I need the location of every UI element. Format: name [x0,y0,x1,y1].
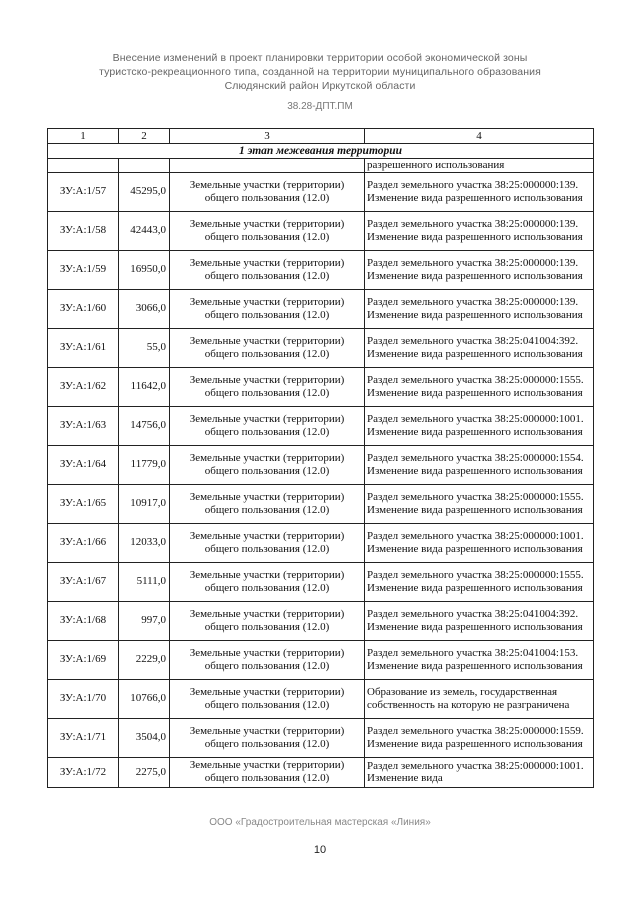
stage-label: 1 этап межевания территории [48,144,594,159]
plot-use-cell: Земельные участки (территории) общего пользования (12.0) [170,484,365,523]
plot-description-cell: Раздел земельного участка 38:25:000000:1554. Изменение вида разрешенного использования [365,445,594,484]
plot-id-cell: ЗУ:А:1/63 [48,406,119,445]
header-line-1: Внесение изменений в проект планировки территории особой экономической зоны [112,52,528,64]
land-plots-table [47,128,594,788]
plot-description-cell: Раздел земельного участка 38:25:000000:139. Изменение вида разрешенного использования [365,250,594,289]
plot-id-cell: ЗУ:А:1/57 [48,172,119,211]
plot-use-cell: Земельные участки (территории) общего пользования (12.0) [170,445,365,484]
plot-id-cell: ЗУ:А:1/59 [48,250,119,289]
column-header-2: 2 [119,129,170,144]
plot-id-cell: ЗУ:А:1/68 [48,601,119,640]
plot-description-cell: Раздел земельного участка 38:25:041004:392. Изменение вида разрешенного использования [365,328,594,367]
plot-description-cell: Раздел земельного участка 38:25:000000:139. Изменение вида разрешенного использования [365,211,594,250]
plot-id-cell: ЗУ:А:1/64 [48,445,119,484]
plot-area-cell: 2275,0 [119,757,170,787]
continuation-row [48,159,594,173]
footer-company: ООО «Градостроительная мастерская «Линия» [209,817,431,828]
plot-area-cell: 55,0 [119,328,170,367]
plot-area-cell: 12033,0 [119,523,170,562]
plot-use-cell: Земельные участки (территории) общего пользования (12.0) [170,172,365,211]
table-row [48,406,594,445]
plot-area-cell: 14756,0 [119,406,170,445]
plot-use-cell: Земельные участки (территории) общего пользования (12.0) [170,562,365,601]
column-header-3: 3 [170,129,365,144]
plot-use-cell: Земельные участки (территории) общего пользования (12.0) [170,601,365,640]
table-row [48,172,594,211]
plot-description-cell: Раздел земельного участка 38:25:000000:1559. Изменение вида разрешенного использования [365,718,594,757]
plot-id-cell: ЗУ:А:1/62 [48,367,119,406]
plot-area-cell: 10766,0 [119,679,170,718]
page-number: 10 [313,844,327,856]
table-row [48,640,594,679]
table-row [48,484,594,523]
plot-id-cell: ЗУ:А:1/60 [48,289,119,328]
plot-area-cell: 3504,0 [119,718,170,757]
plot-id-cell: ЗУ:А:1/70 [48,679,119,718]
plot-id-cell: ЗУ:А:1/61 [48,328,119,367]
plot-id-cell: ЗУ:А:1/58 [48,211,119,250]
plot-area-cell: 42443,0 [119,211,170,250]
plot-area-cell: 11779,0 [119,445,170,484]
plot-id-cell: ЗУ:А:1/69 [48,640,119,679]
table-row [48,718,594,757]
table-cell [170,159,365,173]
table-row [48,679,594,718]
plot-area-cell: 11642,0 [119,367,170,406]
table-row [48,445,594,484]
plot-description-cell: Раздел земельного участка 38:25:041004:153. Изменение вида разрешенного использования [365,640,594,679]
plot-id-cell: ЗУ:А:1/65 [48,484,119,523]
plot-description-cell: Раздел земельного участка 38:25:000000:1001. Изменение вида разрешенного использования [365,406,594,445]
plot-use-cell: Земельные участки (территории) общего пользования (12.0) [170,406,365,445]
plot-area-cell: 5111,0 [119,562,170,601]
plot-id-cell: ЗУ:А:1/67 [48,562,119,601]
plot-description-cell: Раздел земельного участка 38:25:000000:1555. Изменение вида разрешенного использования [365,562,594,601]
table-body [48,144,594,788]
plot-use-cell: Земельные участки (территории) общего пользования (12.0) [170,757,365,787]
plot-area-cell: 45295,0 [119,172,170,211]
table-row [48,523,594,562]
plot-description-cell: Раздел земельного участка 38:25:000000:1001. Изменение вида [365,757,594,787]
table-row [48,250,594,289]
plot-use-cell: Земельные участки (территории) общего пользования (12.0) [170,523,365,562]
plot-description-cell: Раздел земельного участка 38:25:000000:1555. Изменение вида разрешенного использования [365,367,594,406]
column-header-1: 1 [48,129,119,144]
table-row [48,367,594,406]
stage-row [48,144,594,159]
plot-description-cell: Раздел земельного участка 38:25:000000:1001. Изменение вида разрешенного использования [365,523,594,562]
table-row [48,601,594,640]
document-code: 38.28-ДПТ.ПМ [287,101,353,112]
plot-use-cell: Земельные участки (территории) общего пользования (12.0) [170,679,365,718]
plot-use-cell: Земельные участки (территории) общего пользования (12.0) [170,367,365,406]
plot-use-cell: Земельные участки (территории) общего пользования (12.0) [170,211,365,250]
plot-use-cell: Земельные участки (территории) общего пользования (12.0) [170,640,365,679]
plot-description-cell: Раздел земельного участка 38:25:000000:1555. Изменение вида разрешенного использования [365,484,594,523]
plot-description-cell: Раздел земельного участка 38:25:000000:139. Изменение вида разрешенного использования [365,289,594,328]
plot-area-cell: 16950,0 [119,250,170,289]
plot-id-cell: ЗУ:А:1/71 [48,718,119,757]
continuation-text: разрешенного использования [365,159,594,173]
table-row [48,211,594,250]
plot-use-cell: Земельные участки (территории) общего пользования (12.0) [170,250,365,289]
plot-area-cell: 997,0 [119,601,170,640]
table-row [48,562,594,601]
table-row [48,289,594,328]
column-header-4: 4 [365,129,594,144]
plot-area-cell: 3066,0 [119,289,170,328]
plot-area-cell: 2229,0 [119,640,170,679]
table-header-row [48,129,594,144]
plot-use-cell: Земельные участки (территории) общего пользования (12.0) [170,328,365,367]
plot-area-cell: 10917,0 [119,484,170,523]
plot-id-cell: ЗУ:А:1/66 [48,523,119,562]
table-row [48,328,594,367]
plot-use-cell: Земельные участки (территории) общего пользования (12.0) [170,718,365,757]
table-cell [119,159,170,173]
table-row [48,757,594,787]
header-line-2: туристско-рекреационного типа, созданной на территории муниципального образования [99,66,541,78]
plot-description-cell: Раздел земельного участка 38:25:041004:392. Изменение вида разрешенного использования [365,601,594,640]
plot-use-cell: Земельные участки (территории) общего пользования (12.0) [170,289,365,328]
plot-description-cell: Образование из земель, государственная собственность на которую не разграничена [365,679,594,718]
plot-description-cell: Раздел земельного участка 38:25:000000:139. Изменение вида разрешенного использования [365,172,594,211]
header-line-3: Слюдянский район Иркутской области [224,80,416,92]
table-cell [48,159,119,173]
plot-id-cell: ЗУ:А:1/72 [48,757,119,787]
